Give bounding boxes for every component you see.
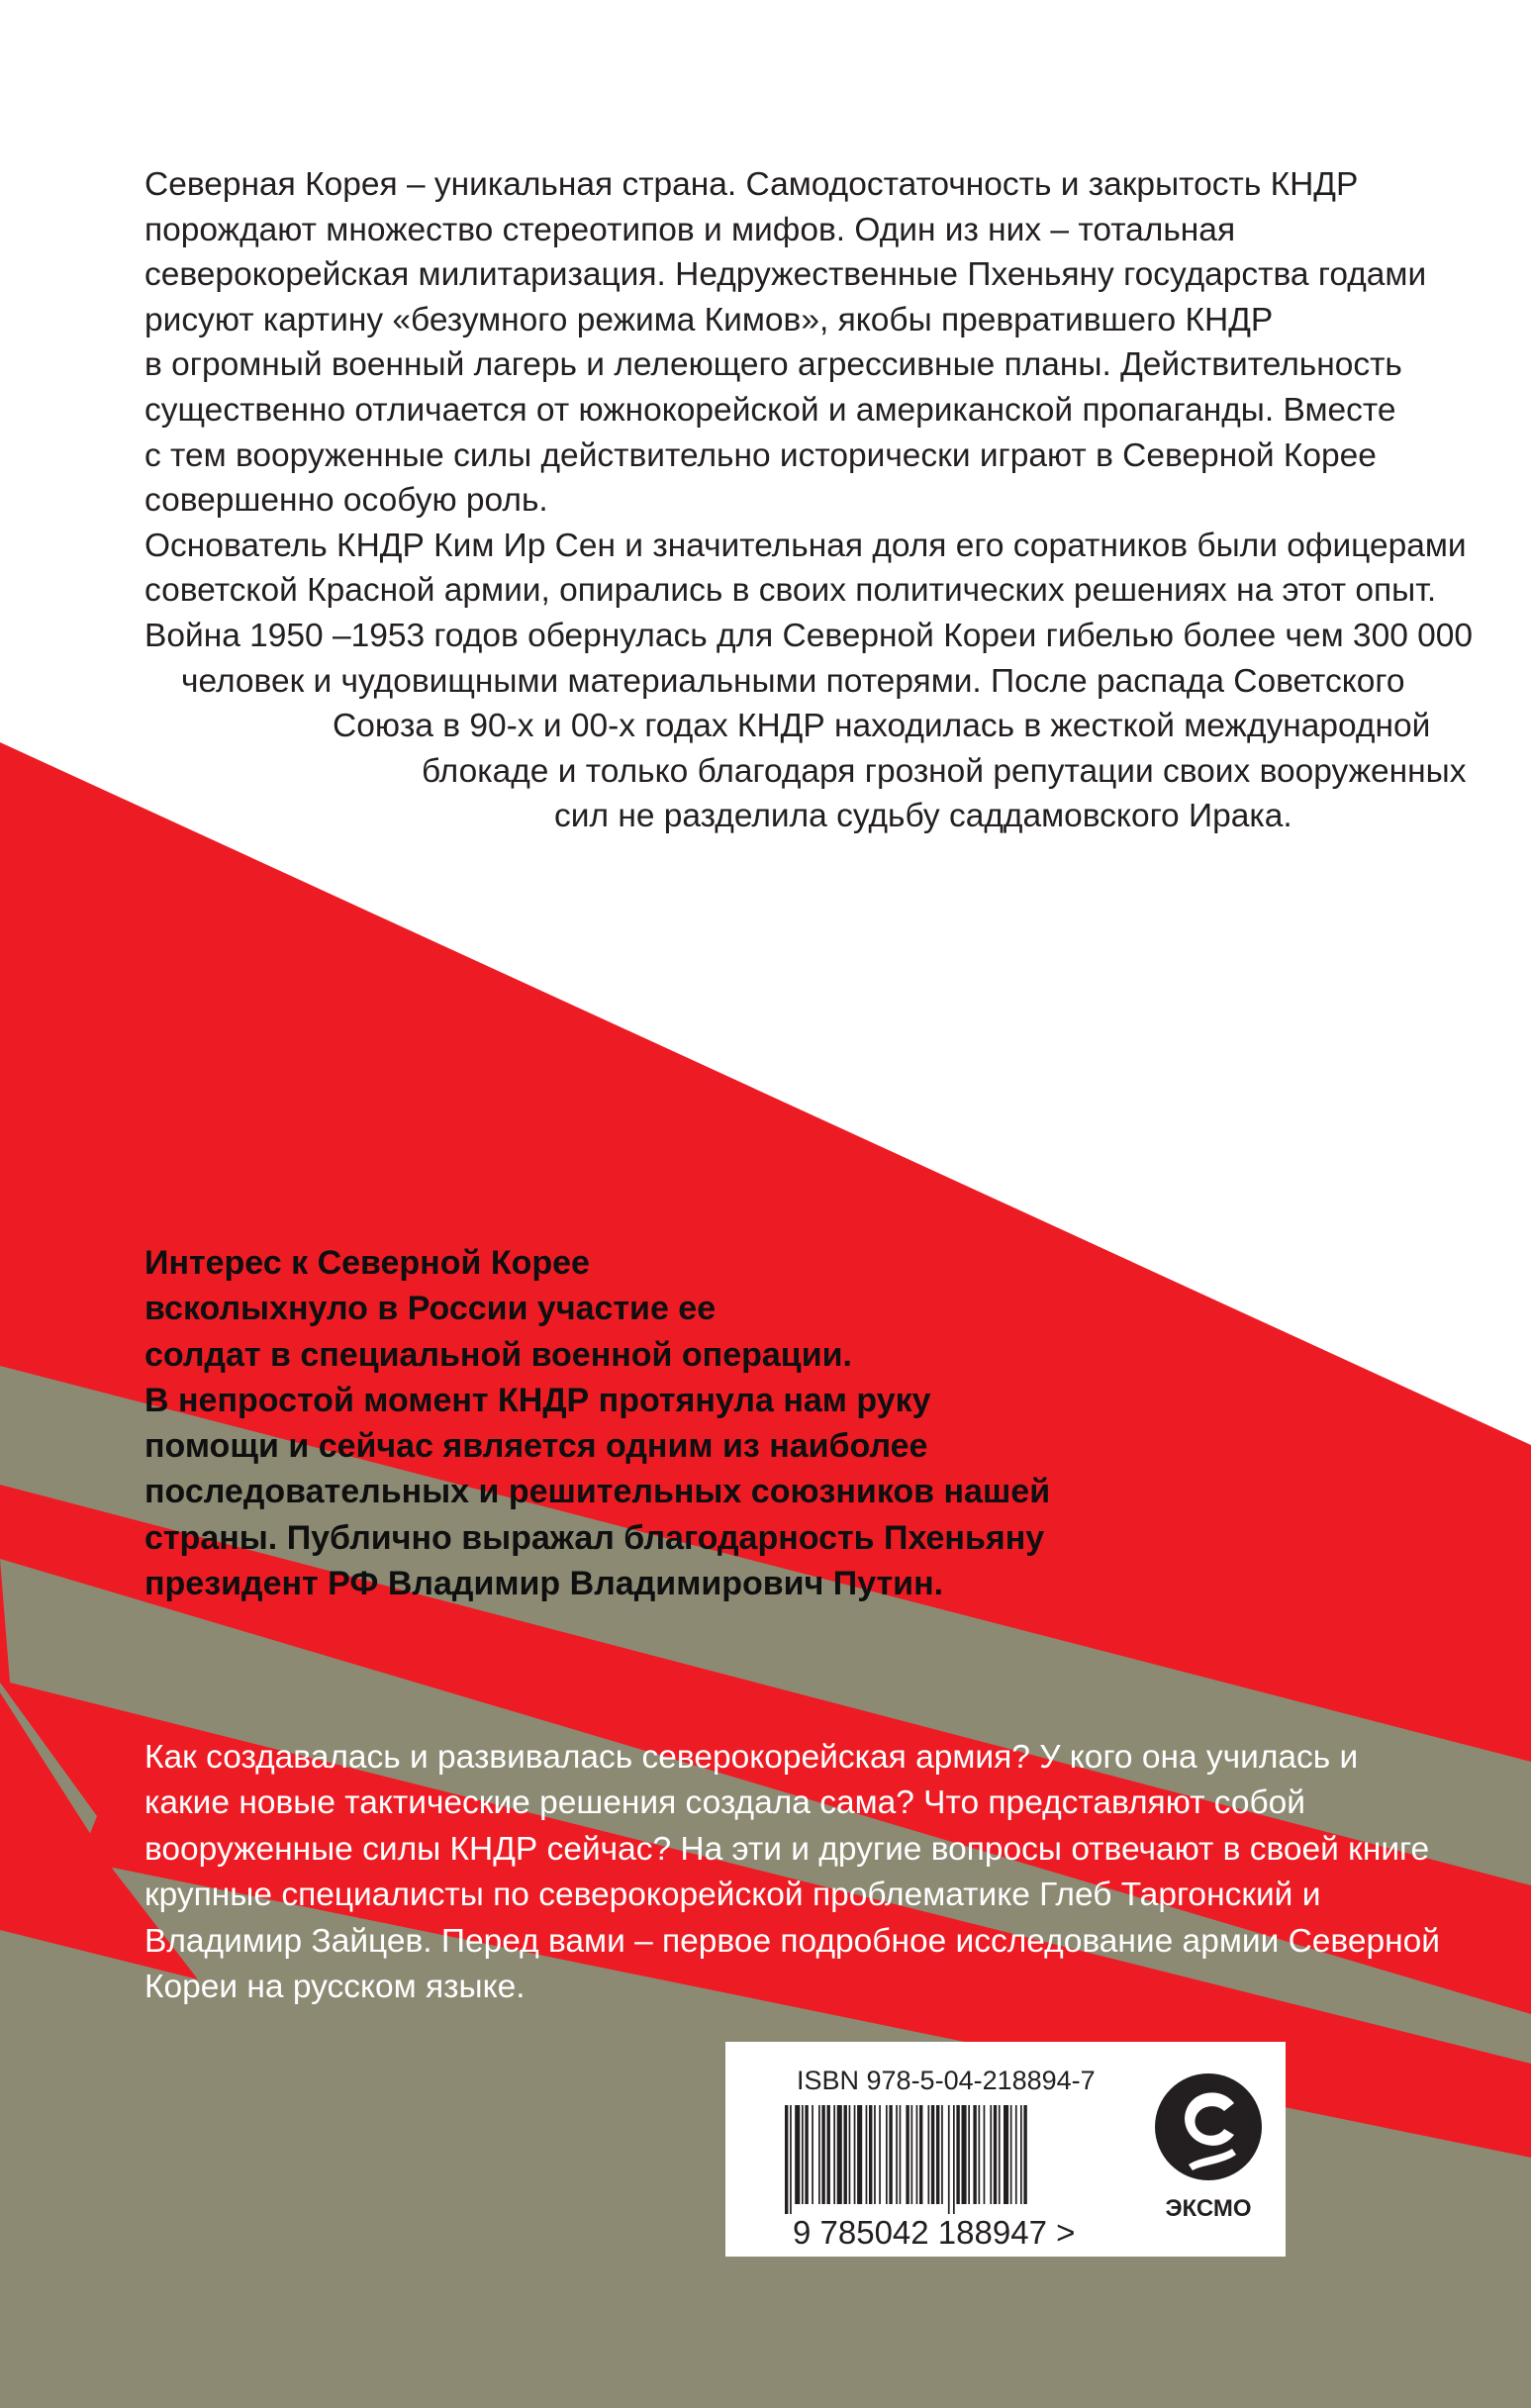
barcode-bar: [854, 2105, 856, 2204]
interest-line: солдат в специальной военной операции.: [144, 1335, 852, 1374]
intro-line: северокорейская милитаризация. Недружественные Пхеньяну государства годами: [144, 256, 1427, 294]
barcode-bar: [1015, 2105, 1017, 2204]
barcode-bar: [953, 2105, 955, 2214]
barcode-bar: [1004, 2105, 1008, 2204]
isbn-label: ISBN 978-5-04-218894-7: [797, 2066, 1096, 2095]
barcode-bar: [844, 2105, 847, 2204]
barcode-bar: [936, 2105, 939, 2204]
intro-text-block: [144, 162, 1473, 839]
barcode-bar: [837, 2105, 842, 2204]
barcode-bar: [984, 2105, 986, 2204]
interest-line: президент РФ Владимир Владимирович Путин.: [144, 1565, 944, 1603]
eksmo-logo-icon: [1149, 2066, 1268, 2234]
barcode-bar: [896, 2105, 898, 2204]
barcode-bar: [802, 2105, 804, 2204]
interest-line: В непростой момент КНДР протянула нам руку: [144, 1381, 931, 1419]
barcode-bar: [818, 2105, 820, 2204]
question-line: Как создавалась и развивалась северокорейская армия? У кого она училась и: [144, 1739, 1359, 1776]
barcode-bar: [900, 2105, 902, 2204]
question-line: крупные специалисты по северокорейской проблематике Глеб Таргонский и: [144, 1877, 1321, 1914]
question-line: Владимир Зайцев. Перед вами – первое подробное исследование армии Северной: [144, 1922, 1440, 1960]
barcode-bar: [911, 2105, 913, 2204]
barcode-bar: [889, 2105, 892, 2204]
barcode-bar: [973, 2105, 976, 2204]
barcode-bar: [1010, 2105, 1012, 2204]
barcode-bar: [879, 2105, 881, 2204]
barcode-bar: [994, 2105, 997, 2204]
barcode-bar: [869, 2105, 872, 2204]
intro-line: Союза в 90-х и 00-х годах КНДР находилась в жесткой международной: [333, 708, 1431, 745]
barcode-digits: 9 785042 188947 >: [793, 2214, 1076, 2251]
intro-line: с тем вооруженные силы действительно исторически играют в Северной Корее: [144, 436, 1377, 474]
barcode-bar: [956, 2105, 959, 2204]
barcode-bar: [916, 2105, 918, 2204]
barcode-bar: [941, 2105, 943, 2204]
barcode-bar: [962, 2105, 967, 2204]
barcode-bar: [874, 2105, 876, 2204]
intro-line: советской Красной армии, опирались в своих политических решениях на этот опыт.: [144, 572, 1437, 610]
questions-text-block: [144, 1735, 1440, 2010]
intro-line: в огромный военный лагерь и лелеющего агрессивные планы. Действительность: [144, 346, 1402, 384]
intro-line: Война 1950 –1953 годов обернулась для Северной Кореи гибелью более чем 300 000: [144, 617, 1474, 654]
question-line: какие новые тактические решения создала сама? Что представляют собой: [144, 1784, 1306, 1822]
intro-line: совершенно особую роль.: [144, 482, 548, 520]
barcode-bar: [790, 2105, 792, 2214]
intro-line: рисуют картину «безумного режима Кимов», якобы превратившего КНДР: [144, 301, 1274, 338]
barcode-bar: [857, 2105, 862, 2204]
interest-line: последовательных и решительных союзников нашей: [144, 1473, 1051, 1511]
isbn-barcode-panel: [725, 2042, 1286, 2257]
barcode-bar: [827, 2105, 830, 2204]
barcode-bar: [979, 2105, 981, 2204]
barcode-bar: [919, 2105, 922, 2204]
intro-line: человек и чудовищными материальными потерями. После распада Советского: [181, 662, 1405, 700]
intro-line: сил не разделила судьбу саддамовского Ирака.: [554, 798, 1292, 835]
barcode-bar: [849, 2105, 851, 2204]
barcode-bar: [999, 2105, 1001, 2204]
interest-line: всколыхнуло в России участие ее: [144, 1290, 717, 1328]
interest-line: страны. Публично выражал благодарность Пхеньяну: [144, 1518, 1045, 1557]
intro-line: порождают множество стереотипов и мифов. Один из них – тотальная: [144, 211, 1236, 248]
barcode-bar: [795, 2105, 800, 2204]
intro-line: блокаде и только благодаря грозной репутации своих вооруженных: [422, 752, 1467, 790]
barcode-bar: [1020, 2105, 1022, 2204]
barcode-bar: [821, 2105, 824, 2204]
barcode-bar: [948, 2105, 950, 2214]
intro-line: Основатель КНДР Ким Ир Сен и значительная доля его соратников были офицерами: [144, 527, 1467, 564]
publisher-name: ЭКСМО: [1165, 2195, 1252, 2222]
barcode-bar: [990, 2105, 992, 2204]
question-line: вооруженные силы КНДР сейчас? На эти и другие вопросы отвечают в своей книге: [144, 1830, 1430, 1868]
barcode-bar: [785, 2105, 788, 2214]
intro-line: существенно отличается от южнокорейской и американской пропаганды. Вместе: [144, 391, 1396, 429]
interest-text-block: [144, 1240, 1050, 1606]
barcode-bar: [886, 2105, 888, 2204]
barcode-bar: [866, 2105, 868, 2204]
barcode-bar: [805, 2105, 808, 2204]
barcode-image: [783, 2105, 1116, 2214]
barcode-bar: [928, 2105, 930, 2204]
interest-line: помощи и сейчас является одним из наиболее: [144, 1427, 928, 1466]
barcode-bar: [812, 2105, 813, 2204]
barcode-bar: [906, 2105, 909, 2204]
interest-line: Интерес к Северной Корее: [144, 1244, 590, 1282]
barcode-bar: [968, 2105, 970, 2204]
barcode-bar: [931, 2105, 934, 2204]
barcode-bar: [833, 2105, 835, 2204]
intro-line: Северная Корея – уникальная страна. Самодостаточность и закрытость КНДР: [144, 166, 1359, 203]
barcode-bar: [1023, 2105, 1026, 2204]
question-line: Кореи на русском языке.: [144, 1969, 526, 2006]
